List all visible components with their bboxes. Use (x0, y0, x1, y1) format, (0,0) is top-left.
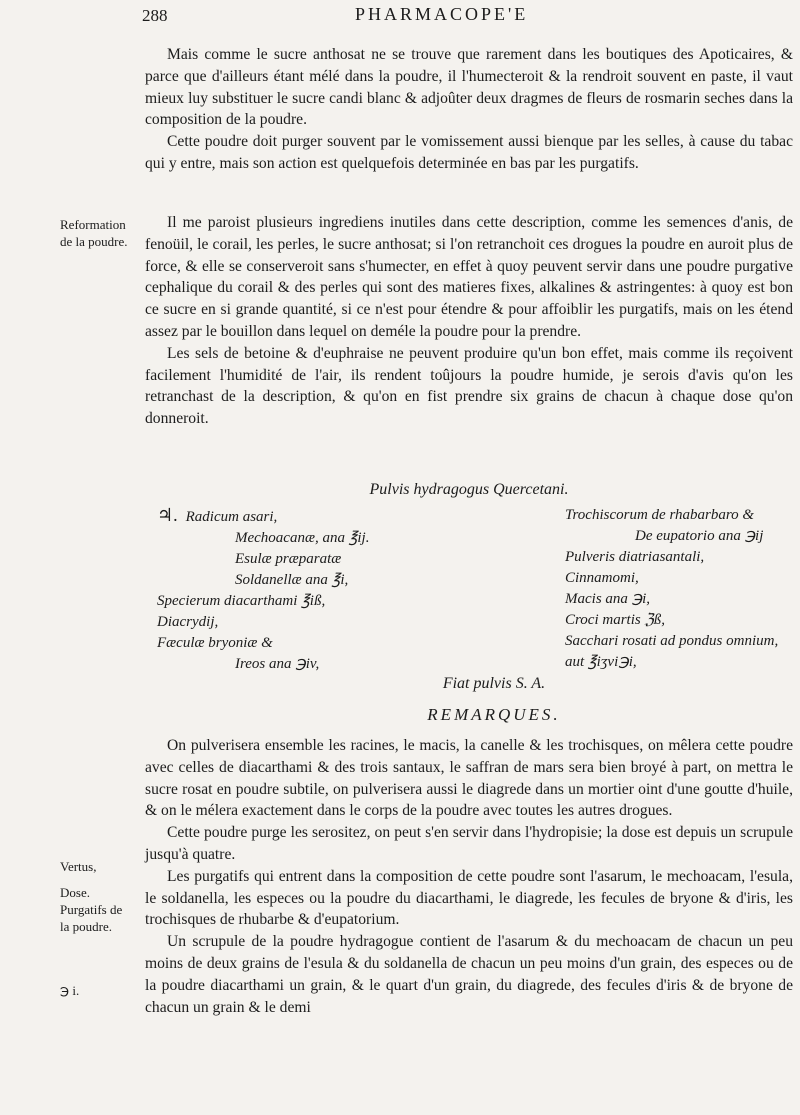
paragraph: Un scrupule de la poudre hydragogue contient de l'asarum & du mechoacam de chacun un peu moins de deux grains de l'esula & du soldanella de chacun un peu moins d'un grain, des especes ou de la poudre diacarthami un grain, & le quart d'un grain, du diagrede, des fecules d'iris & de bryone de chacun un grain & le demi (145, 933, 793, 1016)
ingredient-line: Trochiscorum de rhabarbaro & (565, 507, 755, 523)
margin-note-line: la poudre. (60, 919, 112, 934)
paragraph: Cette poudre doit purger souvent par le vomissement aussi bienque par les selles, à cause du tabac qui y entre, mais son action est quelquefois determinée en bas par les purgatifs. (145, 133, 793, 172)
paragraph: Cette poudre purge les serositez, on peut s'en servir dans l'hydropisie; la dose est depuis un scrupule jusqu'à quatre. (145, 824, 793, 863)
ingredient-line: Specierum diacarthami ℥iß, (157, 593, 326, 609)
paragraph: Il me paroist plusieurs ingrediens inutiles dans cette description, comme les semences d'anis, de fenoüil, le corail, les perles, le sucre anthosat; si l'on retranchoit ces drogues la poudre en auroit plus de force, & elle se conserveroit sans s'humecter, en effet à quoy peuvent servir dans une poudre purgative cephalique du corail & des perles qui sont des matieres fixes, alkalines & astringentes: à quoy est bon ce sucre en si grande quantité, si ce n'est pour étendre & pour affoiblir les purgatifs, mais on les étend assez par le bouillon dans lequel on deméle la poudre pour la prendre. (145, 214, 793, 340)
paragraph: Mais comme le sucre anthosat ne se trouve que rarement dans les boutiques des Apoticaires, & parce que d'ailleurs étant mélé dans la poudre, il l'humecteroit & la rendroit souvent en paste, il vaut mieux luy substituer le sucre candi blanc & adjoûter deux dragmes de fleurs de rosmarin seches dans la composition de la poudre. (145, 46, 793, 129)
ingredient-line: Cinnamomi, (565, 570, 639, 586)
formula-right-column (565, 505, 795, 673)
section-remarques (145, 735, 793, 1018)
ingredient-line: Radicum asari, (185, 509, 278, 525)
paragraph: Les sels de betoine & d'euphraise ne peuvent produire qu'un bon effet, mais comme ils reçoivent facilement l'humidité de l'air, ils rendent toûjours la poudre humide, je serois d'avis qu'on les retranchast de la description, & qu'on en fist prendre six grains de chacun à chaque dose qu'on donneroit. (145, 344, 793, 428)
page-number: 288 (142, 6, 168, 25)
margin-note-reformation (60, 216, 142, 250)
ingredient-line: Esulæ præparatæ (235, 551, 342, 567)
margin-note-line: de la poudre. (60, 234, 128, 249)
ingredient-line: Diacrydij, (157, 614, 219, 630)
section-reformation (145, 212, 793, 430)
margin-note-dose (60, 884, 142, 935)
remarques-heading: REMARQUES. (427, 705, 561, 724)
recipe-symbol: ♃. (157, 505, 178, 525)
ingredient-line: Pulveris diatriasantali, (565, 549, 705, 565)
ingredient-line: Soldanellæ ana ℥i, (235, 572, 349, 588)
formula-left-column (157, 505, 537, 675)
ingredient-line: Sacchari rosati ad pondus omnium, aut ℥iʒvi℈i, (565, 633, 779, 670)
margin-note-scruple: ℈ i. (60, 983, 80, 998)
ingredient-line: Ireos ana ℈iv, (235, 656, 320, 672)
ingredient-line: Mechoacanæ, ana ℥ij. (235, 530, 370, 546)
formula-title: Pulvis hydragogus Quercetani. (369, 481, 569, 498)
margin-note-vertus: Vertus, (60, 859, 97, 874)
ingredient-line: Croci martis ℨß, (565, 612, 665, 628)
paragraph: Les purgatifs qui entrent dans la composition de cette poudre sont l'asarum, le mechoacam, l'esula, le soldanella, les especes ou la poudre du diacarthami, le diagrede, les fecules de bryone & d'iris, les trochisques de rhubarbe & d'eupatorium. (145, 867, 793, 929)
formula-recipe (145, 505, 793, 675)
margin-note-line: Dose. (60, 885, 90, 900)
margin-note-line: Purgatifs de (60, 902, 123, 917)
fiat-line: Fiat pulvis S. A. (442, 675, 546, 692)
ingredient-line: De eupatorio ana ℈ij (635, 528, 764, 544)
margin-note-line: Reformation (60, 217, 126, 232)
ingredient-line: Fæculæ bryoniæ & (157, 635, 273, 651)
paragraph: On pulverisera ensemble les racines, le macis, la canelle & les trochisques, on mêlera cette poudre avec celles de diacarthami & des trois santaux, le saffran de mars sera bien broyé à part, on mettra le sucre rosat en poudre subtile, on pulverisera aussi le diagrede dans un mortier oint d'une goutte d'huile, & on le mélera exactement dans le corps de la poudre avec toutes les autres drogues. (145, 737, 793, 820)
ingredient-line: Macis ana ℈i, (565, 591, 651, 607)
page-header (140, 4, 790, 30)
section-sugar-note (145, 44, 793, 175)
running-title: PHARMACOPE'E (355, 4, 529, 24)
